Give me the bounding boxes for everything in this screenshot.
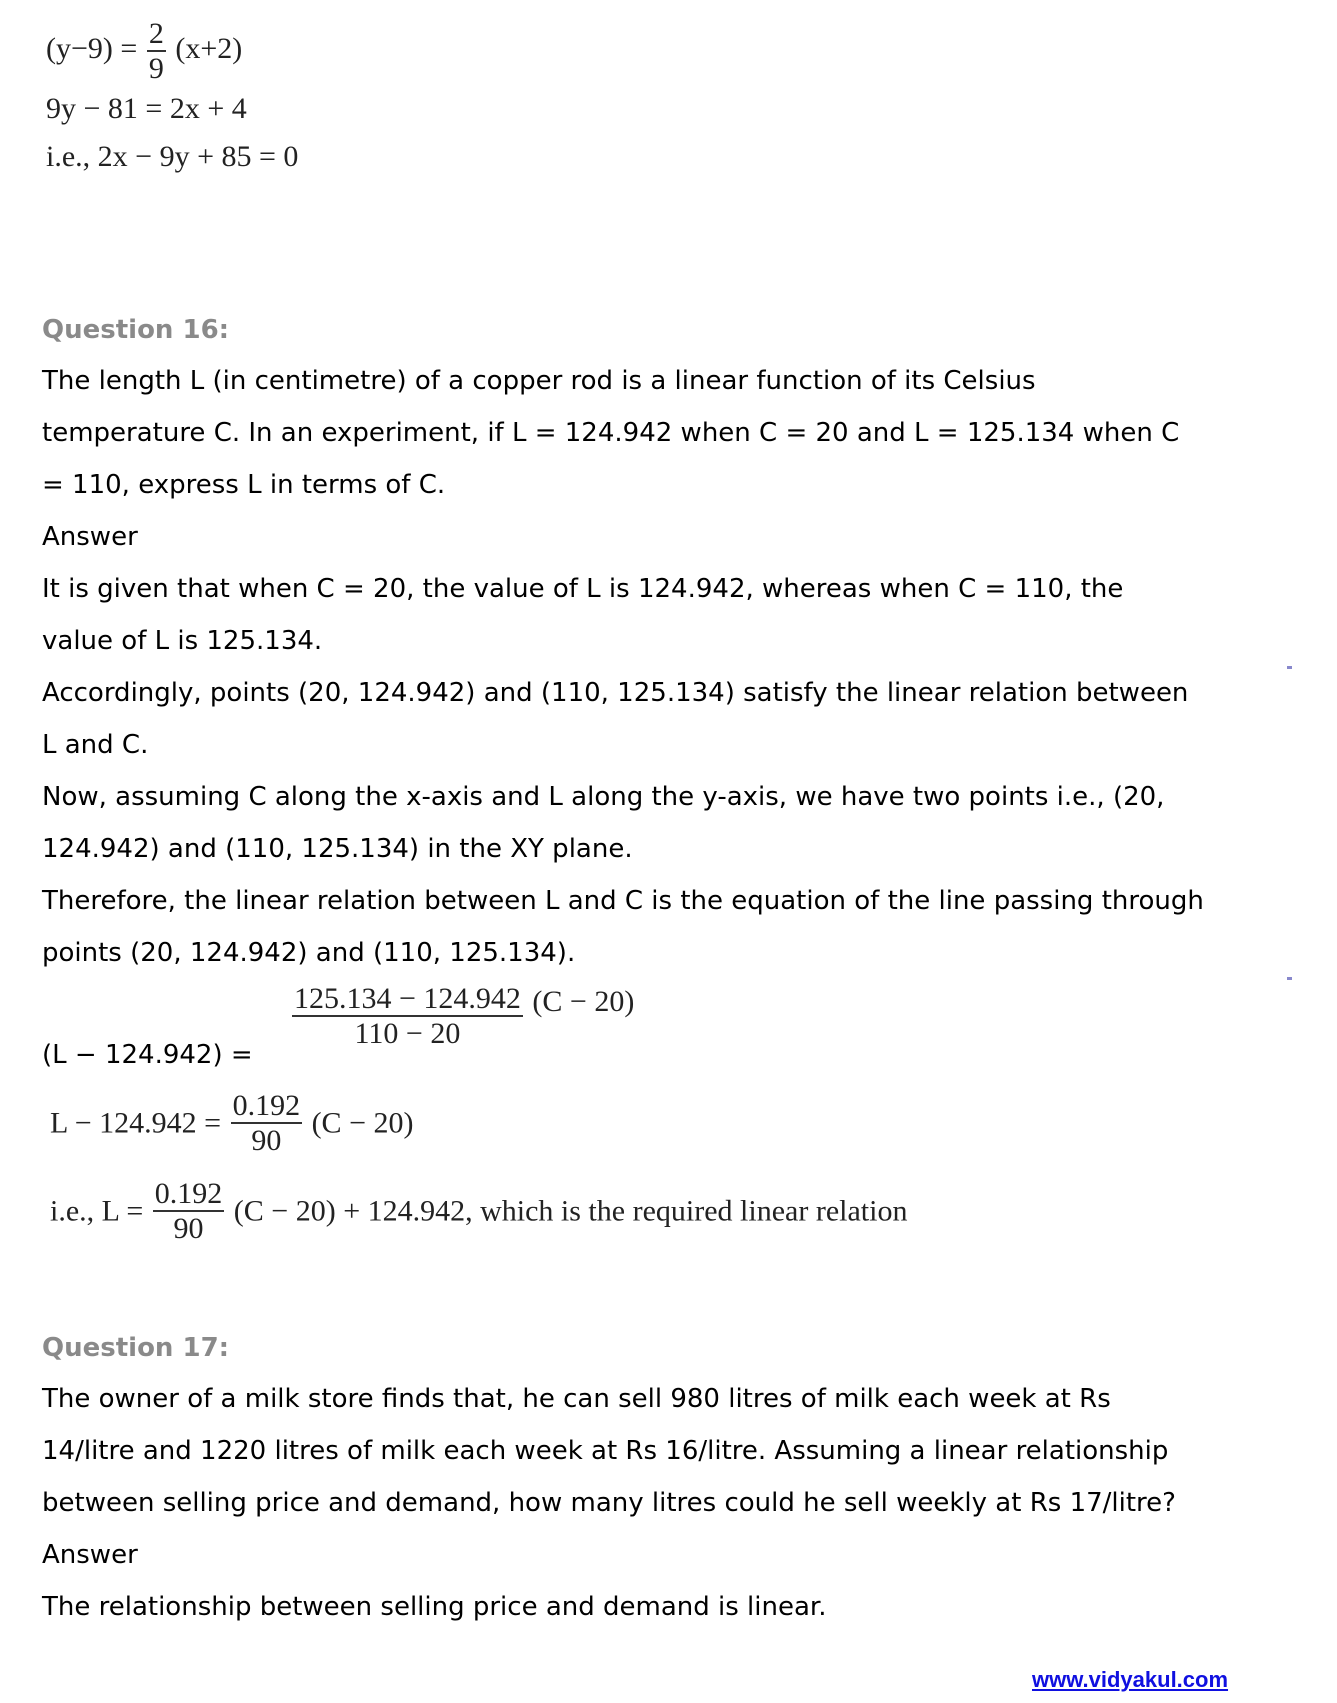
q16-answer-line: L and C. <box>42 730 149 760</box>
q17-answer-line: The relationship between selling price and demand is linear. <box>42 1592 827 1622</box>
eq-lhs: (y−9) = <box>46 32 138 66</box>
fraction <box>231 1090 303 1157</box>
step3 <box>50 1178 907 1245</box>
q17-line: between selling price and demand, how many litres could he sell weekly at Rs 17/litre? <box>42 1488 1176 1518</box>
q16-answer-line: Now, assuming C along the x-axis and L along the y-axis, we have two points i.e., (20, <box>42 782 1165 812</box>
q16-answer-line: points (20, 124.942) and (110, 125.134). <box>42 938 576 968</box>
step2 <box>50 1090 413 1157</box>
denominator: 110 − 20 <box>354 1016 461 1050</box>
fraction <box>292 983 523 1050</box>
q16-line: The length L (in centimetre) of a copper rod is a linear function of its Celsius <box>42 366 1036 396</box>
q16-answer-line: Accordingly, points (20, 124.942) and (110, 125.134) satisfy the linear relation between <box>42 678 1189 708</box>
numerator: 0.192 <box>154 1177 223 1210</box>
q16-answer-line: It is given that when C = 20, the value of L is 124.942, whereas when C = 110, the <box>42 574 1124 604</box>
q16-answer-line: Therefore, the linear relation between L and C is the equation of the line passing through <box>42 886 1204 916</box>
q16-line: temperature C. In an experiment, if L = 124.942 when C = 20 and L = 125.134 when C <box>42 418 1180 448</box>
q16-line: = 110, express L in terms of C. <box>42 470 446 500</box>
fraction <box>147 18 166 85</box>
margin-mark <box>1287 666 1292 669</box>
denominator: 90 <box>251 1123 282 1157</box>
eq-lhs: i.e., L = <box>50 1194 144 1228</box>
question-17-title: Question 17: <box>42 1333 230 1363</box>
q16-answer-line: 124.942) and (110, 125.134) in the XY plane. <box>42 834 633 864</box>
eq-lhs: L − 124.942 = <box>50 1106 222 1140</box>
margin-mark <box>1287 977 1292 980</box>
eq-rhs: (C − 20) + 124.942, which is the required linear relation <box>233 1194 908 1228</box>
q16-answer-line: value of L is 125.134. <box>42 626 323 656</box>
numerator: 0.192 <box>232 1089 301 1122</box>
prev-eq-2: 9y − 81 = 2x + 4 <box>46 92 247 125</box>
prev-eq-1 <box>46 18 242 85</box>
numerator: 125.134 − 124.942 <box>294 982 521 1015</box>
denominator: 90 <box>173 1211 204 1245</box>
numerator: 2 <box>148 17 164 50</box>
eq-rhs: (x+2) <box>175 32 243 66</box>
q17-line: 14/litre and 1220 litres of milk each week at Rs 16/litre. Assuming a linear relationship <box>42 1436 1169 1466</box>
denominator: 9 <box>148 51 164 85</box>
fraction <box>153 1178 225 1245</box>
eq-rhs: (C − 20) <box>532 985 635 1019</box>
question-16-title: Question 16: <box>42 315 230 345</box>
q17-line: The owner of a milk store finds that, he can sell 980 litres of milk each week at Rs <box>42 1384 1111 1414</box>
vidyakul-link[interactable]: www.vidyakul.com <box>1032 1667 1229 1692</box>
q16-answer-label: Answer <box>42 522 138 552</box>
prev-eq-3: i.e., 2x − 9y + 85 = 0 <box>46 140 299 173</box>
q17-answer-label: Answer <box>42 1540 138 1570</box>
step1-rhs <box>290 983 634 1050</box>
eq-rhs: (C − 20) <box>311 1106 414 1140</box>
step1-lhs: (L − 124.942) = <box>42 1040 253 1070</box>
